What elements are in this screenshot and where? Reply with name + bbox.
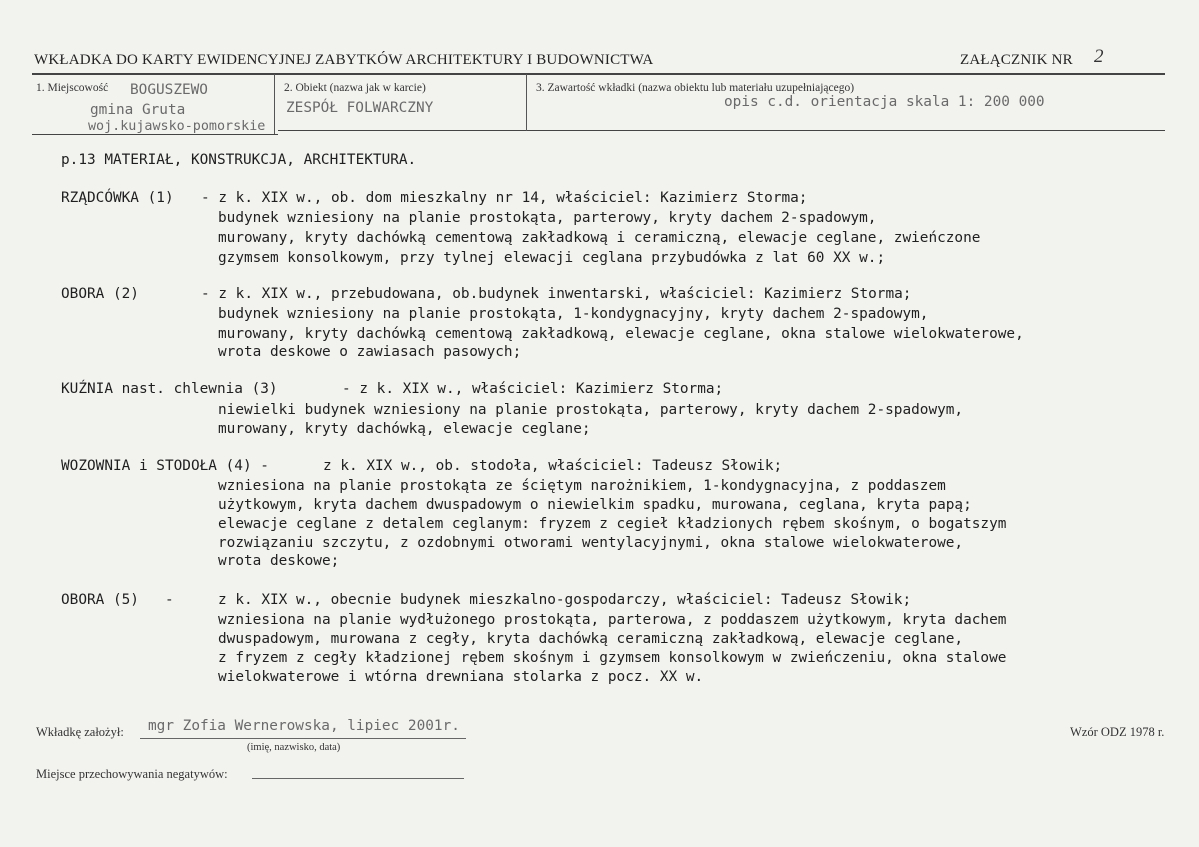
section-heading: p.13 MATERIAŁ, KONSTRUKCJA, ARCHITEKTURA. xyxy=(61,152,417,168)
entry-2-line: - z k. XIX w., przebudowana, ob.budynek inwentarski, właściciel: Kazimierz Storma; xyxy=(201,286,912,302)
entry-2-line: murowany, kryty dachówką cementową zakładkową, elewacje ceglane, okna stalowe wielokwaterowe, xyxy=(218,326,1024,342)
author-caption: (imię, nazwisko, data) xyxy=(247,742,341,753)
form-title: WKŁADKA DO KARTY EWIDENCYJNEJ ZABYTKÓW ARCHITEKTURY I BUDOWNICTWA xyxy=(34,52,654,68)
author-underline xyxy=(140,738,466,739)
attachment-label: ZAŁĄCZNIK NR xyxy=(960,52,1073,68)
entry-4-line: elewacje ceglane z detalem ceglanym: fryzem z cegieł kładzionych rębem skośnym, o bogatszym xyxy=(218,516,1007,532)
entry-5-line: dwuspadowym, murowana z cegły, kryta dachówką ceramiczną zakładkową, elewacje ceglane, xyxy=(218,631,964,647)
entry-5-name: OBORA (5) - xyxy=(61,592,174,608)
entry-2-name: OBORA (2) xyxy=(61,286,139,302)
entry-1-line: gzymsem konsolkowym, przy tylnej elewacji ceglana przybudówka z lat 60 XX w.; xyxy=(218,250,886,266)
entry-4-line: użytkowym, kryta dachem dwuspadowym o niewielkim spadku, murowana, ceglana, kryta papą; xyxy=(218,497,972,513)
fields-divider xyxy=(278,130,1165,131)
field1-bottom-line xyxy=(32,134,278,135)
entry-1-line: - z k. XIX w., ob. dom mieszkalny nr 14, właściciel: Kazimierz Storma; xyxy=(201,190,808,206)
header-divider xyxy=(32,73,1165,75)
entry-5-line: z k. XIX w., obecnie budynek mieszkalno-gospodarczy, właściciel: Tadeusz Słowik; xyxy=(218,592,912,608)
field-2-value: ZESPÓŁ FOLWARCZNY xyxy=(286,100,434,116)
entry-3-name: KUŹNIA nast. chlewnia (3) xyxy=(61,381,278,397)
col-divider-2 xyxy=(526,74,527,131)
field-1-label: 1. Miejscowość xyxy=(36,82,109,94)
entry-5-line: wzniesiona na planie wydłużonego prostokąta, parterowa, z poddaszem użytkowym, kryta dachem xyxy=(218,612,1007,628)
field-3-value: opis c.d. orientacja skala 1: 200 000 xyxy=(724,94,1045,110)
negatives-label: Miejsce przechowywania negatywów: xyxy=(36,767,228,781)
field-1-woj: woj.kujawsko-pomorskie xyxy=(88,119,266,134)
entry-5-line: wielokwaterowe i wtórna drewniana stolarka z pocz. XX w. xyxy=(218,669,704,685)
entry-1-line: murowany, kryty dachówką cementową zakładkową i ceramiczną, elewacje ceglane, zwieńczone xyxy=(218,230,981,246)
entry-1-name: RZĄDCÓWKA (1) xyxy=(61,190,174,206)
field-3-label: 3. Zawartość wkładki (nazwa obiektu lub materiału uzupełniającego) xyxy=(536,82,855,94)
entry-2-line: budynek wzniesiony na planie prostokąta, 1-kondygnacyjny, kryty dachem 2-spadowym, xyxy=(218,306,929,322)
entry-2-line: wrota deskowe o zawiasach pasowych; xyxy=(218,344,522,360)
entry-4-line: wrota deskowe; xyxy=(218,553,340,569)
entry-3-line: - z k. XIX w., właściciel: Kazimierz Storma; xyxy=(342,381,724,397)
author-value: mgr Zofia Wernerowska, lipiec 2001r. xyxy=(148,718,460,734)
entry-4-line: z k. XIX w., ob. stodoła, właściciel: Tadeusz Słowik; xyxy=(323,458,783,474)
entry-4-line: wzniesiona na planie prostokąta ze ściętym narożnikiem, 1-kondygnacyjna, z poddaszem xyxy=(218,478,946,494)
field-1-place: BOGUSZEWO xyxy=(130,82,208,98)
negatives-underline xyxy=(252,778,464,779)
entry-3-line: murowany, kryty dachówką, elewacje ceglane; xyxy=(218,421,591,437)
author-label: Wkładkę założył: xyxy=(36,725,124,739)
entry-4-line: rozwiązaniu szczytu, z ozdobnymi otworami wentylacyjnymi, okna stalowe wielokwaterowe, xyxy=(218,535,964,551)
entry-1-line: budynek wzniesiony na planie prostokąta, parterowy, kryty dachem 2-spadowym, xyxy=(218,210,877,226)
col-divider-1 xyxy=(274,74,275,134)
entry-5-line: z fryzem z cegły kładzionej rębem skośnym i gzymsem konsolkowym w zwieńczeniu, okna stalowe xyxy=(218,650,1007,666)
form-code: Wzór ODZ 1978 r. xyxy=(1070,725,1165,739)
field-1-gmina: gmina Gruta xyxy=(90,102,186,118)
field-2-label: 2. Obiekt (nazwa jak w karcie) xyxy=(284,82,426,94)
attachment-number: 2 xyxy=(1094,46,1104,67)
entry-3-line: niewielki budynek wzniesiony na planie prostokąta, parterowy, kryty dachem 2-spadowym, xyxy=(218,402,964,418)
entry-4-name: WOZOWNIA i STODOŁA (4) - xyxy=(61,458,269,474)
